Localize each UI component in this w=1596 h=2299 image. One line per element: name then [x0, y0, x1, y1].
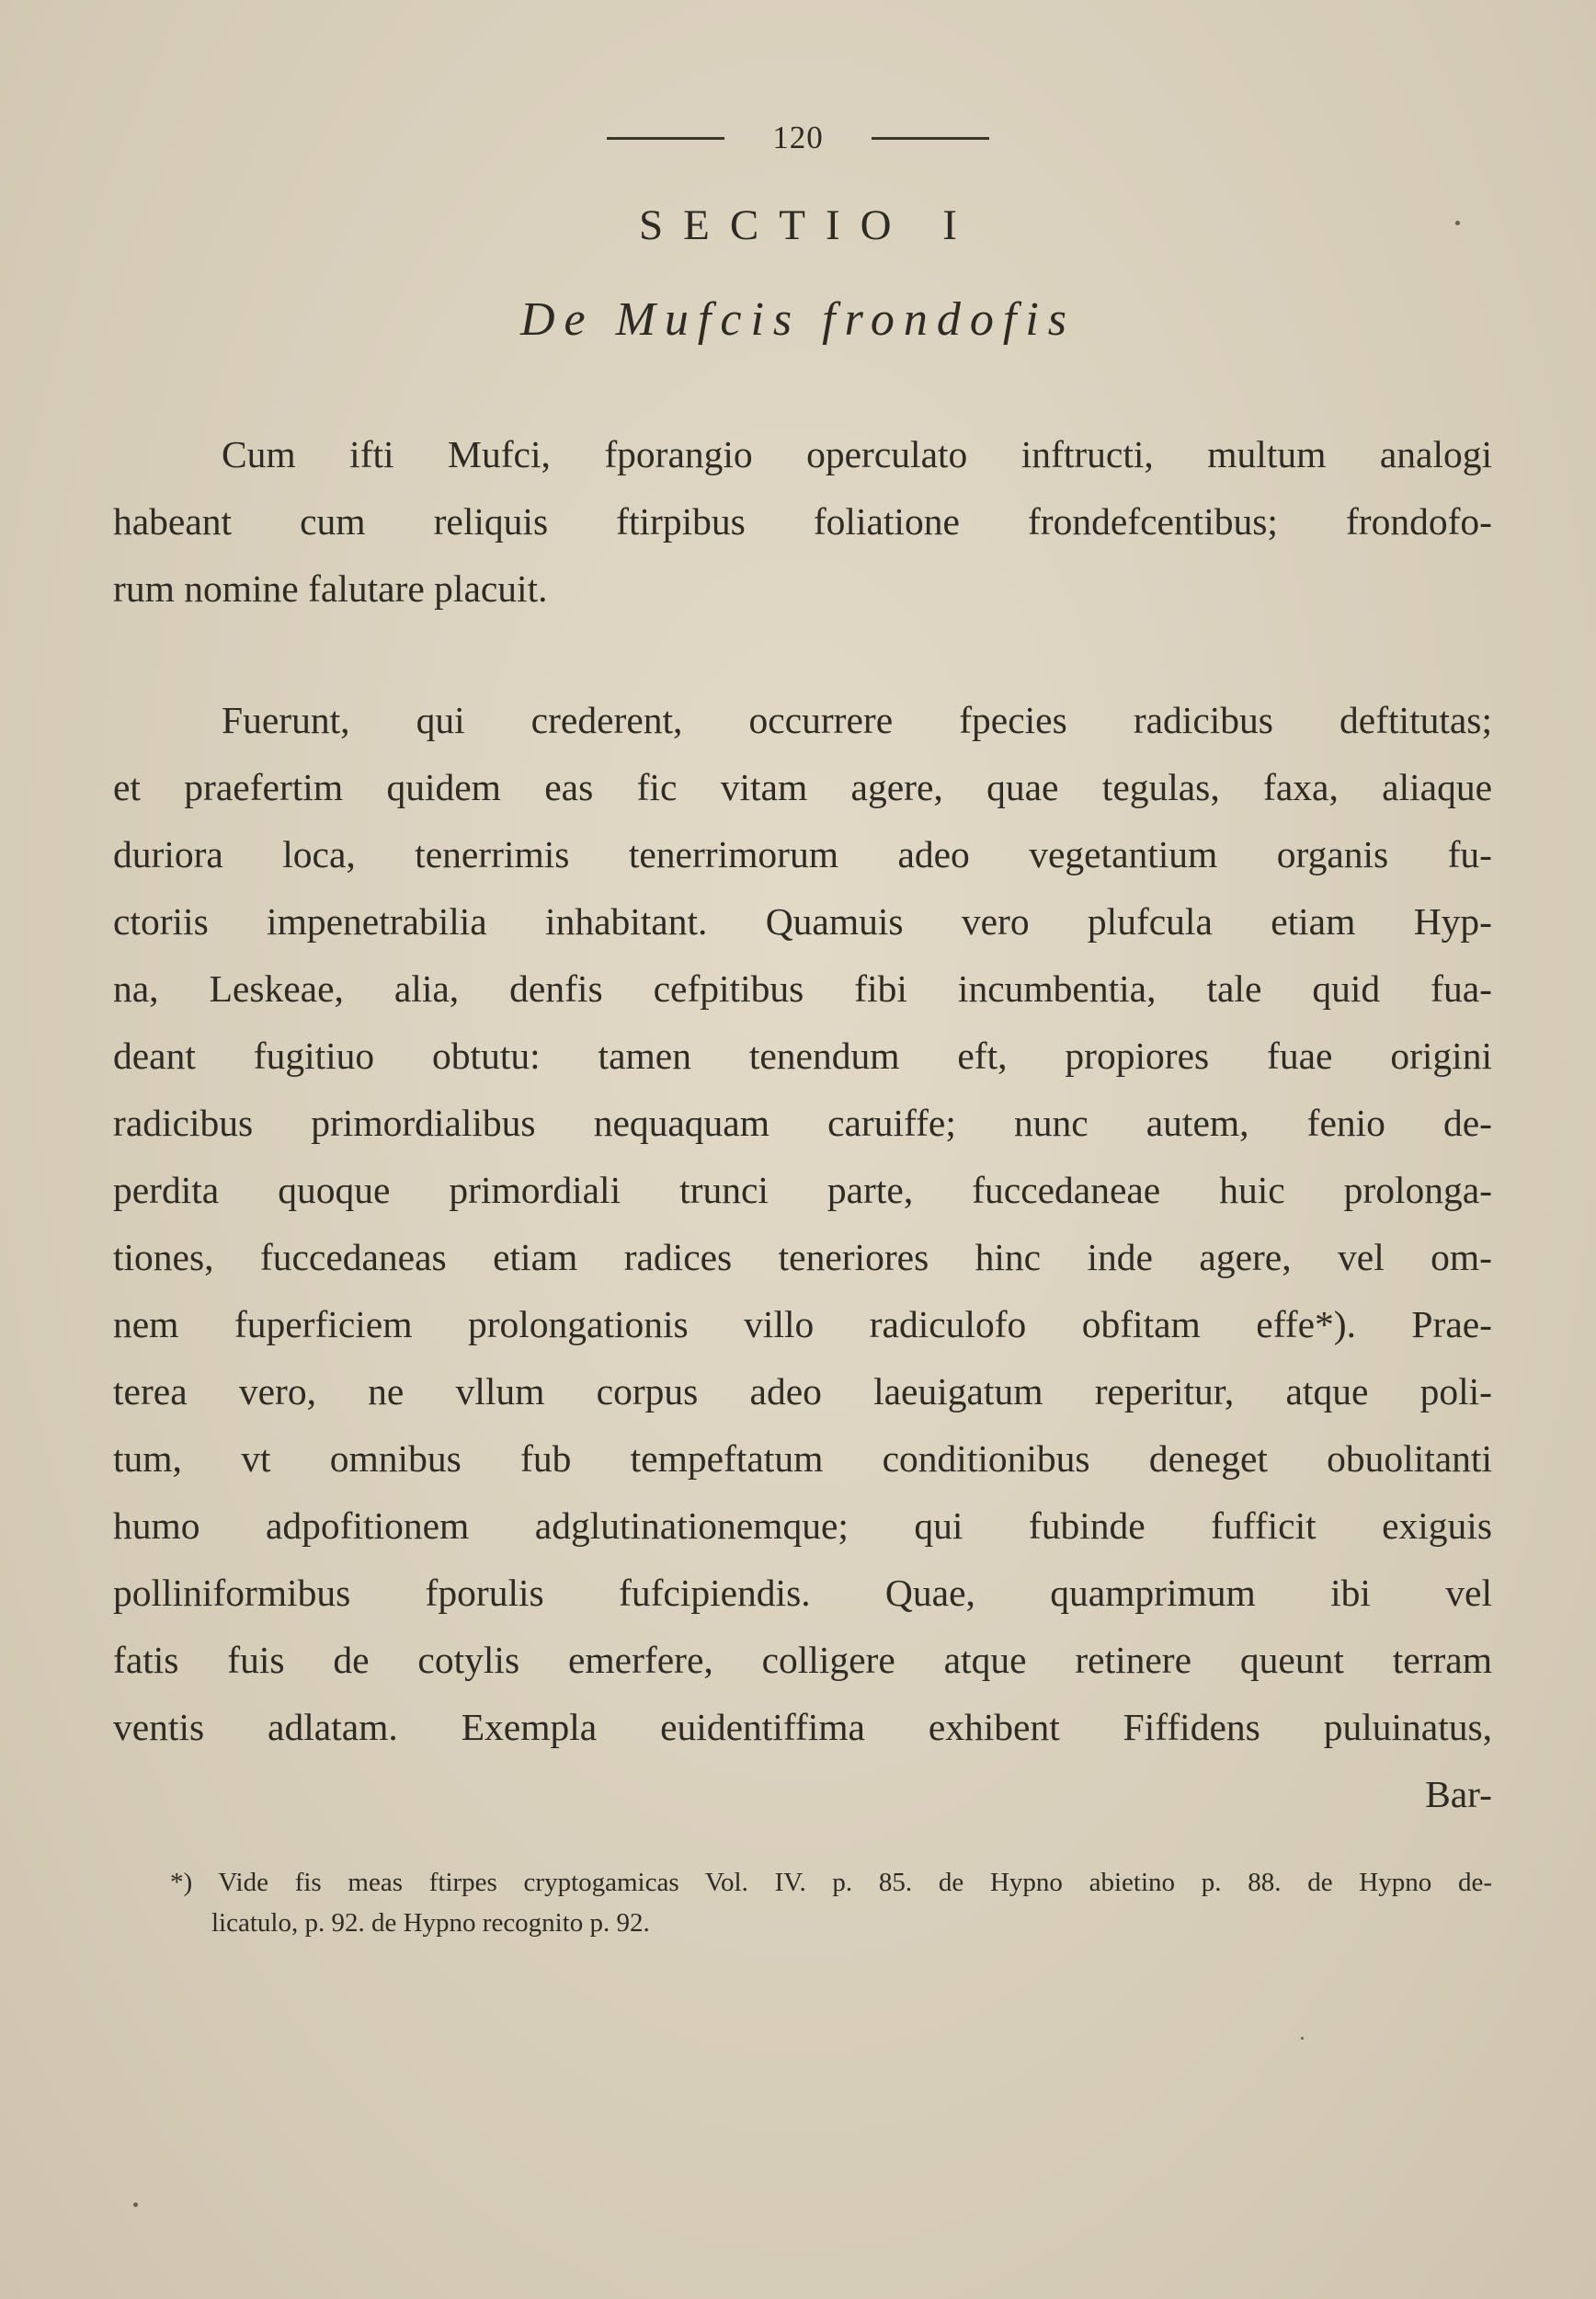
ink-speck [1455, 221, 1460, 225]
paragraph-line: et praefertim quidem eas fic vitam agere, quae tegulas, faxa, aliaque [113, 766, 1492, 808]
paragraph-line: habeant cum reliquis ftirpibus foliatione frondefcentibus; frondofo- [113, 500, 1492, 543]
paragraph-line: humo adpofitionem adglutinationemque; qui fubinde fufficit exiguis [113, 1504, 1492, 1547]
paragraph-line: radicibus primordialibus nequaquam caruiffe; nunc autem, fenio de- [113, 1102, 1492, 1144]
paragraph-line: nem fuperficiem prolongationis villo radiculofo obfitam effe*). Prae- [113, 1303, 1492, 1345]
header-rule-left [607, 137, 724, 140]
paragraph-line: ventis adlatam. Exempla euidentiffima exhibent Fiffidens puluinatus, [113, 1706, 1492, 1748]
footnote [170, 1862, 1492, 1943]
paragraph-line: Cum ifti Mufci, fporangio operculato inftructi, multum analogi [222, 433, 1492, 475]
ink-speck [133, 2202, 138, 2207]
footnote-line: licatulo, p. 92. de Hypno recognito p. 92. [211, 1908, 650, 1938]
catchword: Bar- [1425, 1773, 1492, 1815]
paragraph-line: polliniformibus fporulis fufcipiendis. Quae, quamprimum ibi vel [113, 1572, 1492, 1614]
page-number: 120 [772, 120, 824, 155]
paragraph-line: duriora loca, tenerrimis tenerrimorum adeo vegetantium organis fu- [113, 833, 1492, 875]
header-rule-right [872, 137, 989, 140]
paragraph-line: ctoriis impenetrabilia inhabitant. Quamuis vero plufcula etiam Hyp- [113, 900, 1492, 943]
paragraph-line: tiones, fuccedaneas etiam radices teneriores hinc inde agere, vel om- [113, 1236, 1492, 1278]
paragraph-2 [113, 687, 1492, 1828]
ink-speck [1301, 2037, 1304, 2040]
paragraph-line: rum nomine falutare placuit. [113, 567, 548, 610]
paragraph-1 [113, 421, 1492, 623]
paragraph-line: na, Leskeae, alia, denfis cefpitibus fibi incumbentia, tale quid fua- [113, 967, 1492, 1010]
paragraph-line: terea vero, ne vllum corpus adeo laeuigatum reperitur, atque poli- [113, 1370, 1492, 1413]
page-header [0, 120, 1596, 156]
section-subtitle: De Mufcis frondofis [519, 293, 1077, 346]
paragraph-line: Fuerunt, qui crederent, occurrere fpecies radicibus deftitutas; [222, 699, 1492, 741]
paragraph-line: fatis fuis de cotylis emerfere, colligere atque retinere queunt terram [113, 1639, 1492, 1681]
paragraph-line: perdita quoque primordiali trunci parte, fuccedaneae huic prolonga- [113, 1169, 1492, 1211]
paragraph-line: tum, vt omnibus fub tempeftatum conditionibus deneget obuolitanti [113, 1437, 1492, 1480]
section-title: SECTIO I [639, 201, 977, 249]
footnote-line: *) Vide fis meas ftirpes cryptogamicas Vol. IV. p. 85. de Hypno abietino p. 88. de Hypno de- [170, 1868, 1492, 1897]
paragraph-line: deant fugitiuo obtutu: tamen tenendum eft, propiores fuae origini [113, 1035, 1492, 1077]
